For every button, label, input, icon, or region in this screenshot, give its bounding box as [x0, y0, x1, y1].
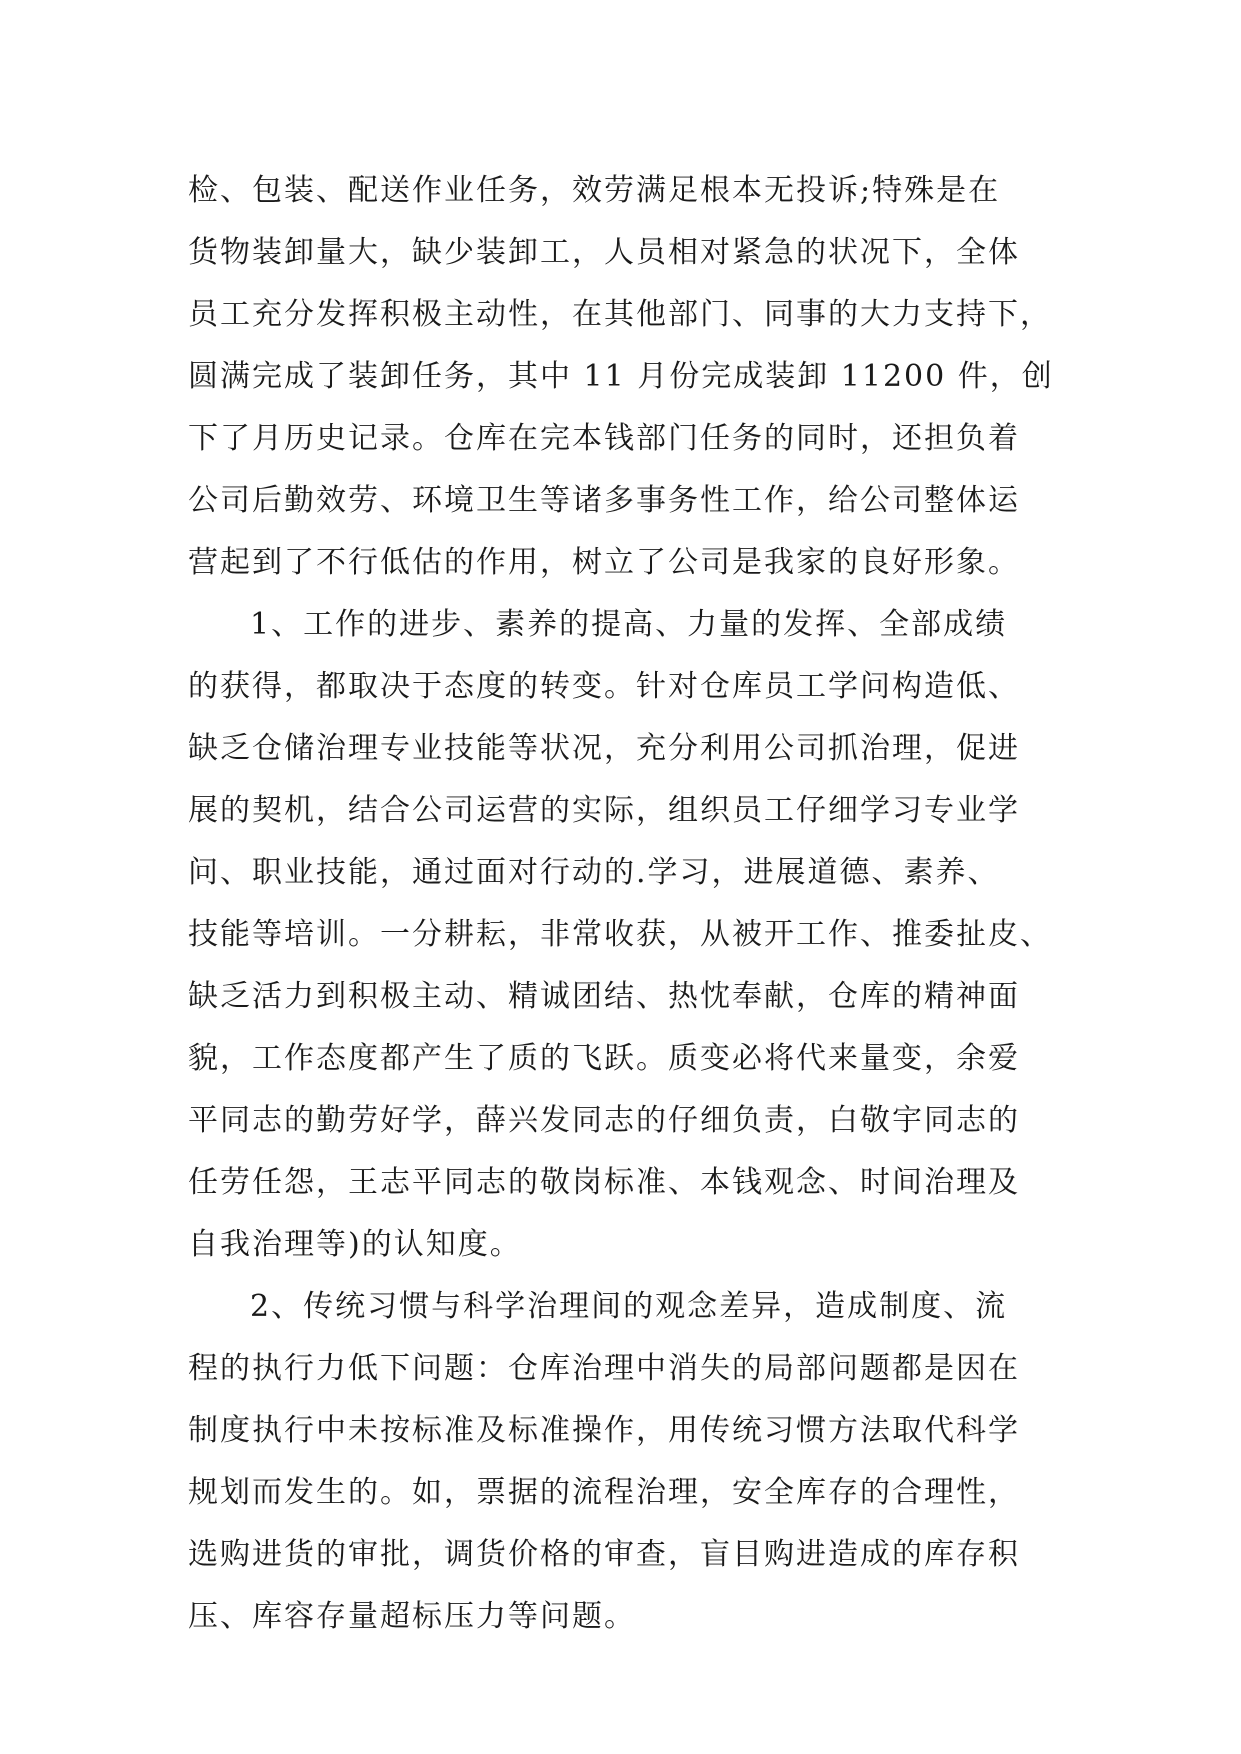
- text-line: 自我治理等)的认知度。: [188, 1227, 522, 1262]
- text-line: 制度执行中未按标准及标准操作，用传统习惯方法取代科学: [188, 1413, 1020, 1448]
- paragraph-first-line: 2、传统习惯与科学治理间的观念差异，造成制度、流: [250, 1289, 1008, 1324]
- text-line: 展的契机，结合公司运营的实际，组织员工仔细学习专业学: [188, 793, 1020, 828]
- paragraph-first-line: 1、工作的进步、素养的提高、力量的发挥、全部成绩: [250, 607, 1008, 642]
- text-line: 货物装卸量大，缺少装卸工，人员相对紧急的状况下，全体: [188, 235, 1020, 270]
- text-line: 检、包装、配送作业任务，效劳满足根本无投诉;特殊是在: [188, 173, 1001, 208]
- document-body: [188, 160, 1068, 1648]
- text-line: 平同志的勤劳好学，薛兴发同志的仔细负责，白敬宇同志的: [188, 1103, 1020, 1138]
- text-line: 程的执行力低下问题：仓库治理中消失的局部问题都是因在: [188, 1351, 1020, 1386]
- text-line: 营起到了不行低估的作用，树立了公司是我家的良好形象。: [188, 545, 1020, 580]
- text-line: 员工充分发挥积极主动性，在其他部门、同事的大力支持下，: [188, 297, 1052, 332]
- text-line: 任劳任怨，王志平同志的敬岗标准、本钱观念、时间治理及: [188, 1165, 1020, 1200]
- text-line: 问、职业技能，通过面对行动的.学习，进展道德、素养、: [188, 855, 1000, 890]
- text-line: 貌，工作态度都产生了质的飞跃。质变必将代来量变，余爱: [188, 1041, 1020, 1076]
- text-line: 圆满完成了装卸任务，其中 11 月份完成装卸 11200 件，创: [188, 359, 1054, 394]
- text-line: 缺乏活力到积极主动、精诚团结、热忱奉献，仓库的精神面: [188, 979, 1020, 1014]
- text-line: 的获得，都取决于态度的转变。针对仓库员工学问构造低、: [188, 669, 1020, 704]
- text-line: 压、库容存量超标压力等问题。: [188, 1599, 636, 1634]
- text-line: 技能等培训。一分耕耘，非常收获，从被开工作、推委扯皮、: [188, 917, 1052, 952]
- text-line: 公司后勤效劳、环境卫生等诸多事务性工作，给公司整体运: [188, 483, 1020, 518]
- text-line: 选购进货的审批，调货价格的审查，盲目购进造成的库存积: [188, 1537, 1020, 1572]
- text-line: 规划而发生的。如，票据的流程治理，安全库存的合理性，: [188, 1475, 1020, 1510]
- text-line: 缺乏仓储治理专业技能等状况，充分利用公司抓治理，促进: [188, 731, 1020, 766]
- text-line: 下了月历史记录。仓库在完本钱部门任务的同时，还担负着: [188, 421, 1020, 456]
